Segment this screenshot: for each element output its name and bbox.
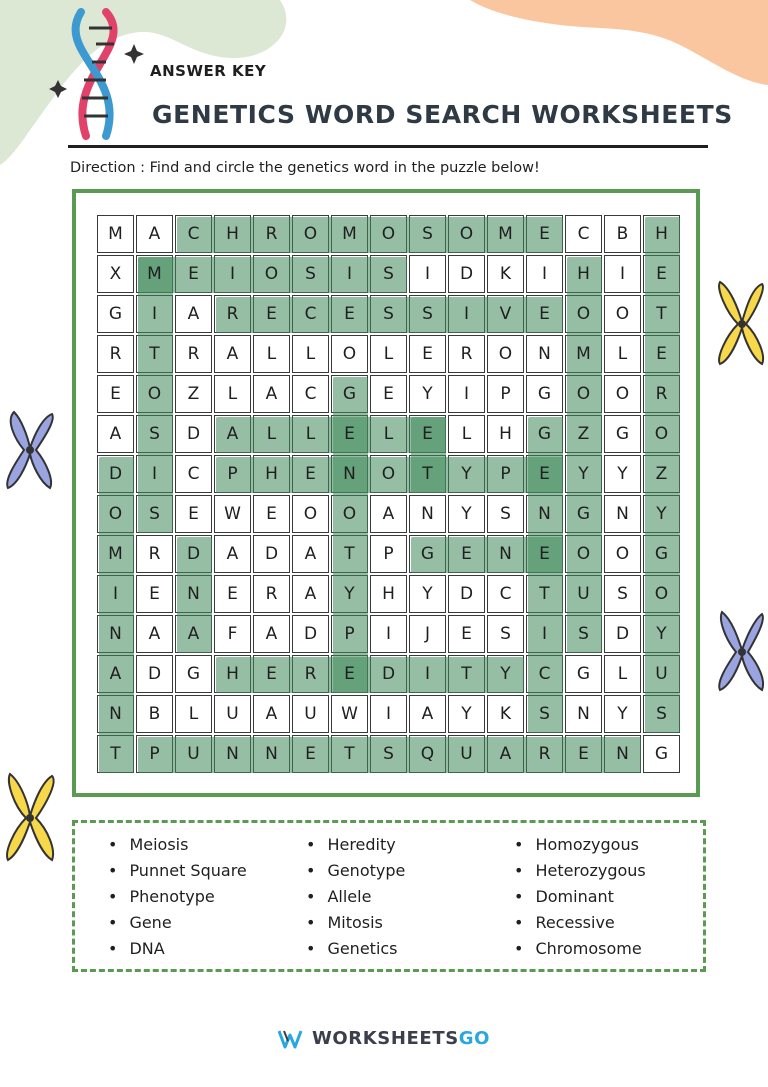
grid-letter: G: [576, 504, 591, 524]
grid-letter: T: [149, 344, 160, 364]
grid-letter: T: [539, 584, 550, 604]
grid-letter: L: [383, 424, 394, 444]
word-search-grid: [96, 214, 681, 780]
grid-letter: E: [539, 544, 550, 564]
grid-letter: O: [108, 504, 123, 524]
grid-letter: E: [266, 504, 277, 524]
grid-letter: R: [538, 744, 551, 764]
grid-letter: E: [110, 384, 121, 404]
grid-letter: K: [499, 264, 512, 284]
grid-letter: N: [538, 504, 551, 524]
word-list-item: • Mitosis: [306, 910, 405, 936]
grid-letter: H: [577, 264, 590, 284]
grid-letter: O: [576, 304, 591, 324]
grid-letter: I: [229, 264, 235, 284]
grid-letter: Y: [617, 464, 628, 484]
brand-accent: GO: [458, 1028, 491, 1049]
word-list-item: • DNA: [108, 936, 247, 962]
grid-letter: A: [382, 504, 395, 524]
grid-letter: N: [499, 544, 512, 564]
grid-letter: M: [108, 544, 123, 564]
grid-letter: B: [616, 224, 629, 244]
dna-icon: [46, 6, 146, 141]
grid-letter: I: [541, 264, 547, 284]
grid-letter: R: [265, 584, 278, 604]
grid-letter: P: [500, 384, 511, 404]
brand-main: WORKSHEETS: [311, 1028, 459, 1049]
grid-letter: Y: [461, 464, 472, 484]
word-list-column-2: [306, 832, 405, 962]
grid-letter: S: [500, 504, 511, 524]
grid-letter: Y: [578, 464, 589, 484]
direction-text: Direction : Find and circle the genetics word in the puzzle below!: [70, 160, 540, 176]
grid-letter: E: [266, 304, 277, 324]
grid-letter: N: [109, 624, 122, 644]
chromosome-yellow-left-icon: [0, 770, 62, 864]
grid-letter: Y: [656, 504, 667, 524]
grid-letter: O: [576, 544, 591, 564]
grid-letter: N: [616, 504, 629, 524]
grid-letter: O: [264, 264, 279, 284]
grid-letter: Z: [577, 424, 590, 444]
grid-letter: O: [303, 504, 318, 524]
grid-letter: N: [265, 744, 278, 764]
grid-letter: T: [656, 304, 667, 324]
grid-letter: P: [227, 464, 238, 484]
grid-letter: D: [108, 464, 123, 484]
grid-letter: I: [385, 624, 391, 644]
grid-letter: C: [577, 224, 590, 244]
grid-letter: H: [382, 584, 395, 604]
grid-letter: N: [226, 744, 239, 764]
word-list-item: • Genotype: [306, 858, 405, 884]
grid-letter: D: [186, 544, 201, 564]
grid-letter: I: [424, 264, 430, 284]
chromosome-blue-left-icon: [0, 408, 60, 492]
grid-letter: R: [226, 304, 239, 324]
grid-letter: L: [617, 344, 628, 364]
word-list-item: • Heterozygous: [514, 858, 646, 884]
grid-letter: S: [422, 224, 433, 244]
grid-letter: S: [539, 704, 550, 724]
grid-letter: I: [151, 464, 157, 484]
grid-letter: M: [498, 224, 513, 244]
grid-letter: C: [304, 304, 317, 324]
grid-letter: N: [109, 704, 122, 724]
grid-letter: N: [538, 344, 551, 364]
grid-letter: A: [421, 704, 434, 724]
grid-letter: Y: [656, 624, 667, 644]
grid-letter: O: [654, 584, 669, 604]
grid-letter: S: [383, 264, 394, 284]
word-list-column-3: [514, 832, 646, 962]
word-list-item: • Allele: [306, 884, 405, 910]
grid-letter: P: [149, 744, 160, 764]
grid-letter: S: [305, 264, 316, 284]
grid-letter: L: [617, 664, 628, 684]
grid-letter: A: [148, 624, 161, 644]
grid-letter: P: [500, 464, 511, 484]
grid-letter: R: [148, 544, 161, 564]
grid-letter: A: [148, 224, 161, 244]
grid-letter: L: [266, 344, 277, 364]
grid-letter: O: [498, 344, 513, 364]
grid-letter: D: [147, 664, 162, 684]
grid-letter: N: [577, 704, 590, 724]
grid-letter: E: [266, 664, 277, 684]
grid-letter: U: [460, 744, 473, 764]
grid-letter: C: [304, 384, 317, 404]
grid-letter: M: [576, 344, 591, 364]
title-underline: [68, 145, 708, 148]
grid-letter: E: [578, 744, 589, 764]
grid-letter: S: [422, 304, 433, 324]
answer-key-label: ANSWER KEY: [150, 62, 267, 80]
grid-letter: Y: [617, 704, 628, 724]
grid-letter: Y: [461, 504, 472, 524]
grid-letter: P: [344, 624, 355, 644]
grid-letter: S: [500, 624, 511, 644]
grid-letter: E: [344, 304, 355, 324]
grid-letter: O: [654, 424, 669, 444]
grid-letter: O: [342, 504, 357, 524]
grid-letter: W: [224, 504, 241, 524]
grid-letter: O: [615, 384, 630, 404]
grid-letter: N: [421, 504, 434, 524]
grid-letter: J: [424, 624, 430, 644]
grid-letter: O: [342, 344, 357, 364]
grid-letter: S: [383, 744, 394, 764]
grid-letter: R: [304, 664, 317, 684]
word-list-item: • Punnet Square: [108, 858, 247, 884]
grid-letter: G: [654, 744, 669, 764]
grid-letter: P: [383, 544, 394, 564]
grid-letter: C: [538, 664, 551, 684]
grid-letter: W: [341, 704, 358, 724]
grid-letter: S: [578, 624, 589, 644]
grid-letter: L: [227, 384, 238, 404]
grid-letter: I: [385, 704, 391, 724]
grid-letter: E: [149, 584, 160, 604]
grid-letter: E: [305, 744, 316, 764]
worksheetsgo-logo-icon: [278, 1029, 306, 1049]
chromosome-blue-right-icon: [714, 608, 768, 694]
grid-letter: D: [615, 624, 630, 644]
word-list-item: • Chromosome: [514, 936, 646, 962]
grid-letter: I: [346, 264, 352, 284]
grid-letter: A: [226, 424, 239, 444]
grid-letter: Z: [655, 464, 668, 484]
grid-letter: H: [499, 424, 512, 444]
grid-letter: I: [541, 624, 547, 644]
grid-letter: G: [537, 384, 552, 404]
grid-letter: O: [459, 224, 474, 244]
grid-letter: G: [537, 424, 552, 444]
grid-letter: T: [344, 744, 355, 764]
grid-letter: O: [303, 224, 318, 244]
grid-letter: K: [499, 704, 512, 724]
grid-letter: U: [226, 704, 239, 724]
grid-letter: E: [656, 264, 667, 284]
top-right-blob: [460, 0, 768, 90]
grid-letter: U: [187, 744, 200, 764]
grid-letter: E: [539, 304, 550, 324]
word-list-item: • Dominant: [514, 884, 646, 910]
grid-letter: E: [422, 424, 433, 444]
grid-letter: N: [187, 584, 200, 604]
grid-letter: I: [424, 664, 430, 684]
grid-letter: L: [305, 424, 316, 444]
grid-letter: M: [108, 224, 123, 244]
word-list-item: • Homozygous: [514, 832, 646, 858]
grid-letter: A: [226, 344, 239, 364]
grid-letter: S: [383, 304, 394, 324]
grid-letter: L: [266, 424, 277, 444]
page-title: GENETICS WORD SEARCH WORKSHEETS: [152, 100, 733, 129]
grid-letter: C: [187, 224, 200, 244]
grid-letter: O: [381, 224, 396, 244]
grid-letter: E: [188, 264, 199, 284]
grid-letter: E: [539, 224, 550, 244]
grid-letter: C: [499, 584, 512, 604]
grid-letter: Y: [422, 584, 433, 604]
grid-letter: E: [461, 544, 472, 564]
grid-letter: O: [381, 464, 396, 484]
grid-letter: T: [461, 664, 472, 684]
grid-letter: R: [109, 344, 122, 364]
grid-letter: E: [344, 664, 355, 684]
grid-letter: I: [463, 304, 469, 324]
grid-letter: H: [265, 464, 278, 484]
grid-letter: X: [109, 264, 122, 284]
grid-letter: E: [344, 424, 355, 444]
grid-letter: O: [615, 304, 630, 324]
grid-letter: C: [187, 464, 200, 484]
grid-letter: A: [226, 544, 239, 564]
grid-letter: E: [656, 344, 667, 364]
grid-letter: H: [655, 224, 668, 244]
grid-letter: T: [344, 544, 355, 564]
grid-letter: A: [499, 744, 512, 764]
grid-letter: H: [226, 224, 239, 244]
grid-letter: D: [459, 584, 474, 604]
grid-letter: O: [576, 384, 591, 404]
grid-letter: H: [226, 664, 239, 684]
grid-letter: G: [615, 424, 630, 444]
grid-letter: D: [303, 624, 318, 644]
grid-letter: Y: [500, 664, 511, 684]
grid-letter: Z: [187, 384, 200, 404]
grid-letter: A: [265, 384, 278, 404]
grid-letter: G: [654, 544, 669, 564]
footer-brand: [0, 1028, 768, 1049]
grid-letter: F: [227, 624, 238, 644]
grid-letter: S: [149, 424, 160, 444]
grid-letter: R: [655, 384, 668, 404]
grid-letter: E: [188, 504, 199, 524]
grid-letter: T: [422, 464, 433, 484]
grid-letter: G: [576, 664, 591, 684]
grid-letter: B: [148, 704, 161, 724]
grid-letter: E: [383, 384, 394, 404]
word-list-item: • Gene: [108, 910, 247, 936]
grid-letter: G: [420, 544, 435, 564]
grid-letter: E: [227, 584, 238, 604]
grid-letter: A: [109, 664, 122, 684]
grid-letter: U: [655, 664, 668, 684]
grid-letter: G: [342, 384, 357, 404]
grid-letter: I: [151, 304, 157, 324]
grid-letter: U: [304, 704, 317, 724]
grid-letter: Y: [344, 584, 355, 604]
grid-letter: D: [381, 664, 396, 684]
grid-letter: A: [265, 624, 278, 644]
grid-letter: A: [187, 304, 200, 324]
grid-letter: G: [186, 664, 201, 684]
word-list-item: • Meiosis: [108, 832, 247, 858]
grid-letter: D: [459, 264, 474, 284]
grid-letter: Y: [461, 704, 472, 724]
grid-letter: U: [577, 584, 590, 604]
grid-letter: Y: [422, 384, 433, 404]
chromosome-yellow-right-icon: [712, 278, 768, 368]
grid-letter: D: [264, 544, 279, 564]
word-list-item: • Genetics: [306, 936, 405, 962]
grid-letter: R: [265, 224, 278, 244]
word-list-item: • Phenotype: [108, 884, 247, 910]
grid-letter: T: [110, 744, 121, 764]
grid-letter: E: [461, 624, 472, 644]
grid-letter: O: [147, 384, 162, 404]
grid-letter: A: [304, 544, 317, 564]
grid-letter: N: [616, 744, 629, 764]
grid-letter: Q: [420, 744, 435, 764]
word-list-item: • Recessive: [514, 910, 646, 936]
grid-letter: L: [461, 424, 472, 444]
grid-letter: I: [463, 384, 469, 404]
grid-letter: A: [265, 704, 278, 724]
grid-letter: S: [149, 504, 160, 524]
word-list-item: • Heredity: [306, 832, 405, 858]
grid-letter: S: [656, 704, 667, 724]
grid-letter: G: [108, 304, 123, 324]
grid-letter: E: [305, 464, 316, 484]
grid-letter: A: [304, 584, 317, 604]
grid-letter: L: [305, 344, 316, 364]
grid-letter: L: [383, 344, 394, 364]
grid-letter: M: [147, 264, 162, 284]
grid-letter: A: [187, 624, 200, 644]
grid-letter: E: [539, 464, 550, 484]
grid-letter: V: [499, 304, 512, 324]
word-list-column-1: [108, 832, 247, 962]
grid-letter: A: [109, 424, 122, 444]
grid-letter: I: [619, 264, 625, 284]
grid-letter: N: [343, 464, 356, 484]
grid-letter: S: [617, 584, 628, 604]
grid-letter: D: [186, 424, 201, 444]
grid-letter: E: [422, 344, 433, 364]
grid-letter: O: [615, 544, 630, 564]
grid-letter: R: [187, 344, 200, 364]
grid-letter: M: [342, 224, 357, 244]
grid-letter: R: [460, 344, 473, 364]
grid-letter: I: [112, 584, 118, 604]
grid-letter: L: [188, 704, 199, 724]
